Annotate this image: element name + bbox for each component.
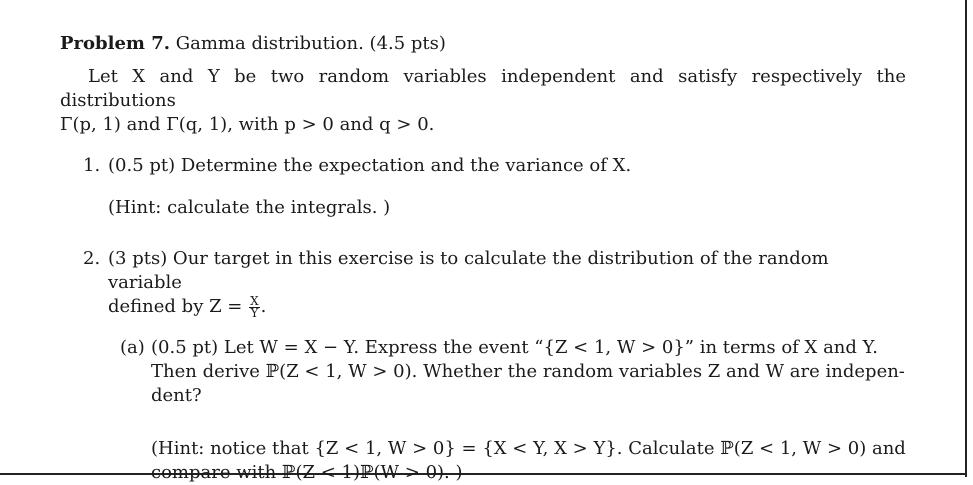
question-1-text: (0.5 pt) Determine the expectation and the variance of X. [108, 155, 632, 176]
question-1-number: 1. [83, 155, 101, 176]
fraction-denominator: Y [250, 305, 259, 320]
problem-page [60, 32, 906, 485]
question-2-text-line-1: (3 pts) Our target in this exercise is to calculate the distribution of the random variable [108, 248, 829, 293]
problem-label: Problem 7. [60, 33, 171, 54]
question-2a-label: (a) [120, 337, 145, 358]
intro-line-2: Γ(p, 1) and Γ(q, 1), with p > 0 and q > 0. [60, 114, 435, 135]
question-2-text-line-2 [108, 295, 906, 319]
definition-period: . [260, 296, 267, 317]
question-2 [60, 247, 906, 485]
intro-line-1: Let X and Y be two random variables independent and satisfy respectively the distributions [60, 66, 906, 111]
problem-intro [60, 65, 906, 137]
question-2-number: 2. [83, 248, 101, 269]
question-2a [108, 336, 906, 485]
question-2a-line-3: dent? [151, 385, 202, 406]
question-2-definition: defined by Z = [108, 296, 249, 317]
fraction-numerator: X [250, 293, 259, 308]
problem-title: Gamma distribution. (4.5 pts) [175, 33, 446, 54]
question-2a-line-1: (0.5 pt) Let W = X − Y. Express the event “{Z < 1, W > 0}” in terms of X and Y. [151, 337, 878, 358]
question-2a-hint-line-2: compare with ℙ(Z < 1)ℙ(W > 0). ) [151, 462, 463, 483]
question-2a-line-2: Then derive ℙ(Z < 1, W > 0). Whether the random variables Z and W are indepen- [151, 361, 905, 382]
question-1-hint: (Hint: calculate the integrals. ) [108, 197, 391, 218]
question-1 [60, 154, 906, 220]
question-2a-hint-line-1: (Hint: notice that {Z < 1, W > 0} = {X < Y, X > Y}. Calculate ℙ(Z < 1, W > 0) and [151, 438, 906, 459]
page-border-right [965, 0, 967, 477]
fraction-x-over-y [249, 293, 260, 320]
problem-heading [60, 32, 906, 56]
